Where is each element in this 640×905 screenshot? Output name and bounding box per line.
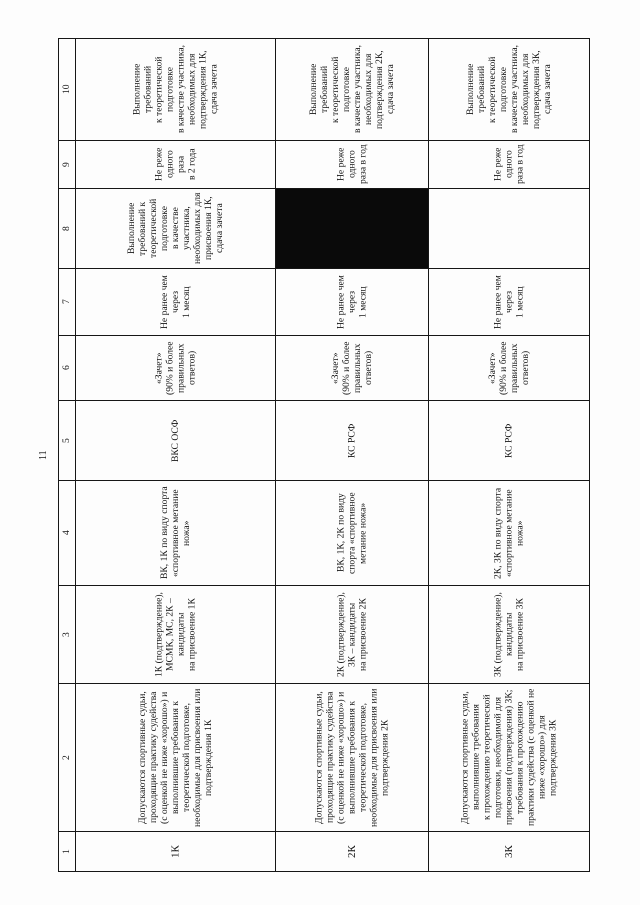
cell-text: «Зачет» (90% и более правильных ответов) (487, 341, 531, 395)
column-number-3 (59, 586, 75, 683)
assignment-requirements-cell (76, 189, 275, 268)
cell-text: Не реже одного раза в год (492, 144, 526, 185)
category-cell (76, 832, 275, 871)
frequency-cell (276, 141, 428, 188)
blacked-out-cell (276, 189, 428, 268)
category-cell (429, 832, 589, 871)
cell-text: Не реже одного раза в 2 года (153, 147, 198, 182)
cell-text: 1К (подтверждение), МСМК, МС, 2К – кандидаты на присвоение 1К (153, 592, 198, 677)
confirmation-requirements-cell (76, 39, 275, 140)
cell-text: Допускаются спортивные судьи, проходящие практику судейства (с оценкой не ниже «хорошо») и выполнившие требования к теоретической подготовке, необходимые для присвоения или подтверждения 2К (313, 688, 391, 827)
column-number-9 (59, 141, 75, 188)
frequency-cell (76, 141, 275, 188)
commission-cell (429, 401, 589, 480)
cell-text: 2К, 3К по виду спорта «спортивное метание ножа» (492, 487, 526, 579)
page-number: 11 (38, 450, 49, 460)
cell-text: Выполнение требований к теоретической подготовке в качестве участника, необходимых для подтверждения 1К, сдача зачета (131, 45, 220, 134)
column-number-5 (59, 401, 75, 480)
column-number-text: 8 (61, 226, 72, 231)
candidates-cell (276, 586, 428, 683)
column-number-8 (59, 189, 75, 268)
column-number-text: 4 (61, 530, 72, 536)
cell-text: 3К (подтверждение), кандидаты на присвоение 3К (492, 592, 526, 677)
column-number-2 (59, 684, 75, 831)
cell-text: Не ранее чем через 1 месяц (335, 275, 369, 329)
test-result-cell (429, 336, 589, 400)
test-result-cell (76, 336, 275, 400)
commission-qualification-cell (429, 481, 589, 585)
commission-cell (76, 401, 275, 480)
cell-text: Не реже одного раза в год (335, 144, 369, 185)
admission-conditions-cell (276, 684, 428, 831)
cell-text: Допускаются спортивные судьи, выполнившие требования к прохождению теоретической подготовки, необходимой для присвоения (подтверждения) 3К; требования к прохождению практики судейства (с оценкой не ниже «хорошо») для подтверждения 3К (459, 688, 559, 827)
column-number-text: 2 (61, 755, 72, 760)
retake-period-cell (429, 269, 589, 335)
commission-qualification-cell (76, 481, 275, 585)
cell-text: 2К (подтверждение), 3К – кандидаты на присвоение 2К (335, 592, 369, 677)
candidates-cell (76, 586, 275, 683)
cell-text: «Зачет» (90% и более правильных ответов) (153, 341, 198, 395)
commission-cell (276, 401, 428, 480)
cell-text: 1К (169, 845, 182, 858)
cell-text: Допускаются спортивные судьи, проходящие практику судейства (с оценкой не ниже «хорошо») и выполнившие требования к теоретической подготовке, необходимые для присвоения или подтверждения 1К (137, 688, 214, 827)
commission-qualification-cell (276, 481, 428, 585)
cell-text: Не ранее чем через 1 месяц (159, 275, 192, 329)
frequency-cell (429, 141, 589, 188)
cell-text: ВК, 1К по виду спорта «спортивное метание ножа» (159, 486, 192, 580)
column-number-text: 9 (61, 162, 72, 167)
column-number-text: 6 (61, 365, 72, 371)
column-number-text: 3 (61, 632, 72, 637)
column-number-6 (59, 336, 75, 400)
cell-text: 3К (503, 845, 515, 858)
confirmation-requirements-cell (429, 39, 589, 140)
column-number-text: 5 (61, 438, 72, 443)
cell-text: КС РСФ (346, 423, 358, 458)
cell-text: Выполнение требований к теоретической подготовке в качестве участника, необходимых для присвоения 1К, сдача зачета (126, 192, 225, 265)
cell-text: Не ранее чем через 1 месяц (492, 275, 526, 329)
confirmation-requirements-cell (276, 39, 428, 140)
cell-text: Выполнение требований к теоретической подготовке в качестве участника, необходимых для подтверждения 2К, сдача зачета (308, 45, 396, 134)
test-result-cell (276, 336, 428, 400)
cell-text: ВКС ОСФ (170, 419, 181, 462)
column-number-text: 1 (61, 849, 72, 854)
cell-text: КС РСФ (503, 423, 515, 458)
column-number-7 (59, 269, 75, 335)
cell-text: ВК, 1К, 2К по виду спорта «спортивное метание ножа» (335, 492, 369, 574)
column-number-4 (59, 481, 75, 585)
column-number-text: 10 (61, 84, 72, 95)
cell-text: «Зачет» (90% и более правильных ответов) (330, 341, 374, 395)
cell-text: Выполнение требований к теоретической подготовке в качестве участника, необходимых для подтверждения 3К, сдача зачета (465, 45, 553, 134)
column-number-10 (59, 39, 75, 140)
cell-text: 2К (346, 845, 358, 858)
admission-conditions-cell (429, 684, 589, 831)
admission-conditions-cell (76, 684, 275, 831)
assignment-requirements-cell (429, 189, 589, 268)
category-cell (276, 832, 428, 871)
column-number-1 (59, 832, 75, 871)
qualification-table (58, 38, 590, 872)
candidates-cell (429, 586, 589, 683)
retake-period-cell (276, 269, 428, 335)
retake-period-cell (76, 269, 275, 335)
column-number-text: 7 (61, 299, 72, 305)
